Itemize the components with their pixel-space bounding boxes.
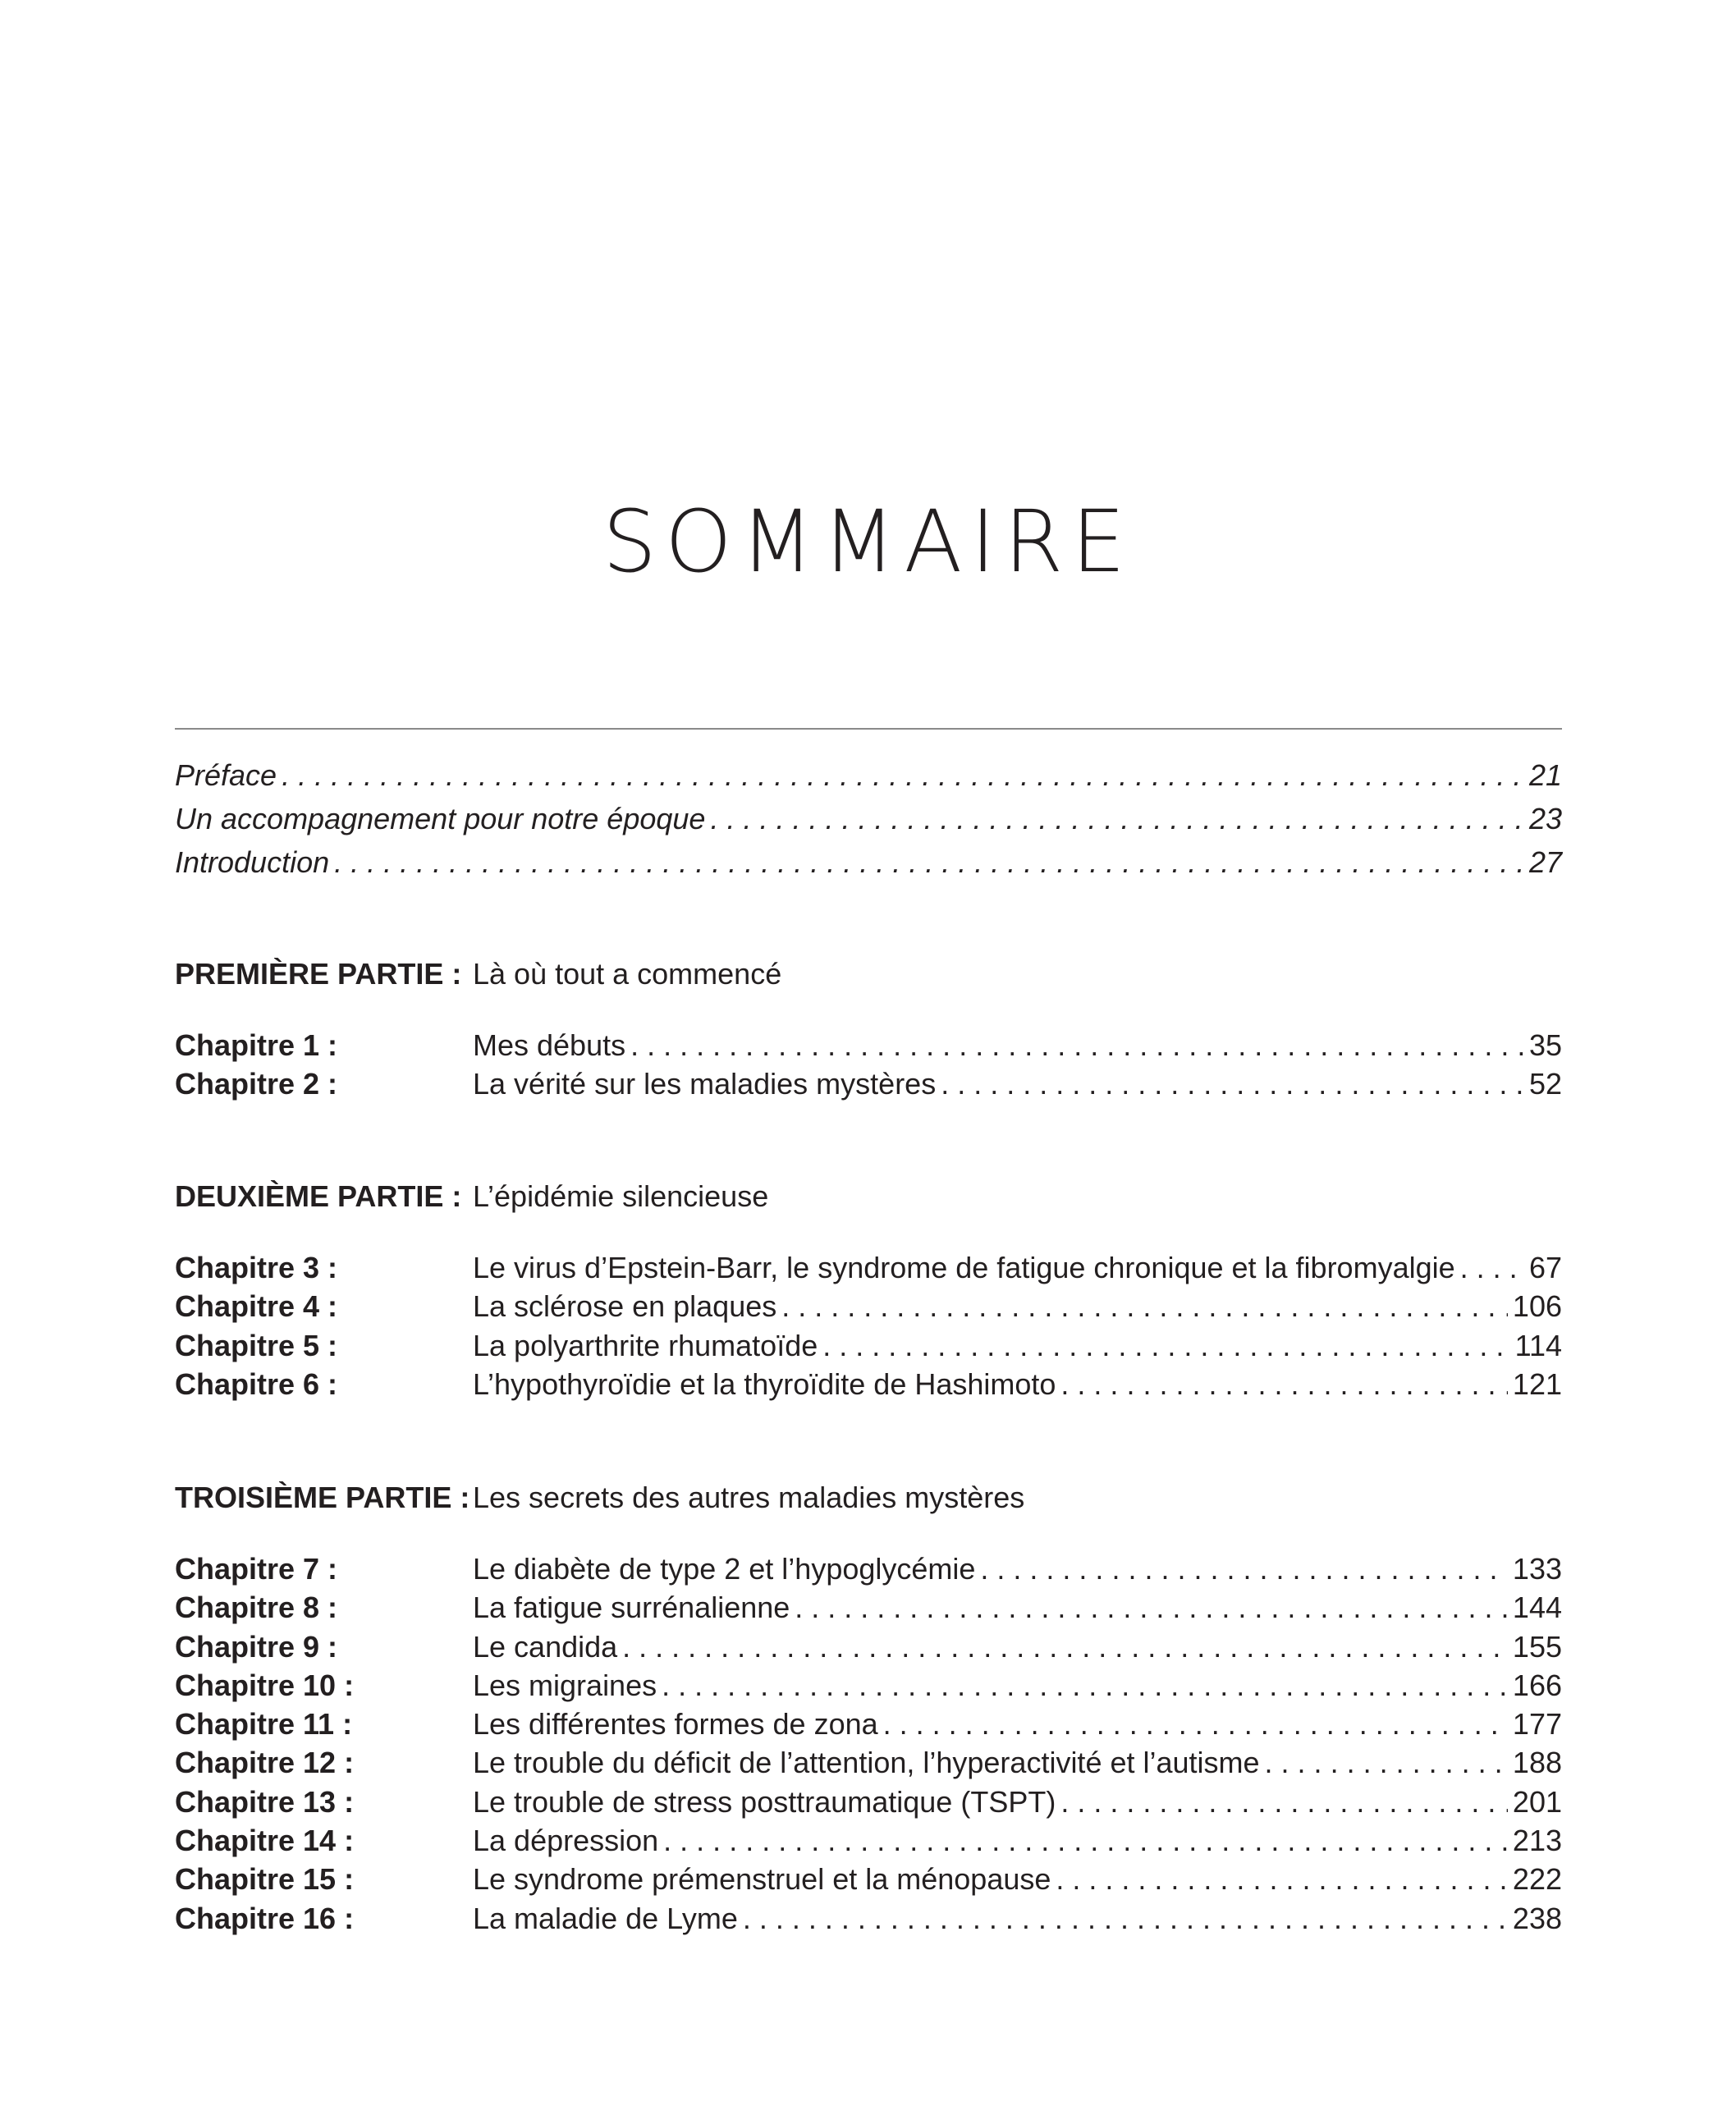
chapter-body	[473, 1588, 1562, 1627]
front-matter-list	[175, 753, 1562, 884]
chapter-body	[473, 1899, 1562, 1938]
chapter-title: Les migraines	[473, 1668, 657, 1702]
dot-leader	[710, 797, 1524, 840]
toc-chapter[interactable]	[175, 1666, 1562, 1705]
dot-leader	[795, 1588, 1508, 1627]
chapter-label: Chapitre 5 :	[175, 1328, 338, 1362]
toc-entry-preface[interactable]	[175, 753, 1562, 797]
page-number: 201	[1512, 1784, 1562, 1819]
dot-leader	[980, 1549, 1508, 1588]
dot-leader	[941, 1064, 1524, 1103]
chapter-body	[473, 1326, 1562, 1365]
toc-chapter[interactable]	[175, 1326, 1562, 1365]
toc-chapter[interactable]	[175, 1549, 1562, 1588]
part-title: L’épidémie silencieuse	[473, 1179, 769, 1213]
toc-chapter[interactable]	[175, 1627, 1562, 1666]
chapter-label: Chapitre 12 :	[175, 1746, 355, 1780]
chapter-title: La polyarthrite rhumatoïde	[473, 1328, 818, 1362]
chapter-list	[175, 1026, 1562, 1104]
page-number: 222	[1512, 1862, 1562, 1897]
part-title: Les secrets des autres maladies mystères	[473, 1481, 1025, 1514]
chapter-label: Chapitre 15 :	[175, 1862, 355, 1897]
toc-chapter[interactable]	[175, 1783, 1562, 1821]
chapter-body	[473, 1666, 1562, 1705]
part-heading	[175, 952, 1562, 996]
page-number: 213	[1512, 1824, 1562, 1858]
chapter-title: La vérité sur les maladies mystères	[473, 1067, 937, 1101]
chapter-body	[473, 1705, 1562, 1743]
part-heading	[175, 1174, 1562, 1218]
toc-chapter[interactable]	[175, 1287, 1562, 1325]
chapter-label: Chapitre 4 :	[175, 1289, 338, 1324]
chapter-label: Chapitre 2 :	[175, 1067, 338, 1101]
chapter-title: Le virus d’Epstein-Barr, le syndrome de fatigue chronique et la fibromyalgie	[473, 1251, 1455, 1284]
dot-leader	[883, 1705, 1508, 1743]
chapter-label: Chapitre 11 :	[175, 1707, 353, 1742]
chapter-label: Chapitre 6 :	[175, 1366, 338, 1401]
dot-leader	[1060, 1365, 1508, 1403]
chapter-title: Le trouble de stress posttraumatique (TSPT)	[473, 1784, 1056, 1819]
dot-leader	[663, 1821, 1508, 1860]
entry-title: Introduction	[175, 845, 330, 879]
entry-title: Un accompagnement pour notre époque	[175, 802, 706, 835]
part-three	[175, 1476, 1562, 1938]
page-number: 238	[1512, 1901, 1562, 1935]
chapter-label: Chapitre 1 :	[175, 1028, 338, 1062]
chapter-body	[473, 1743, 1562, 1782]
page-number: 155	[1512, 1629, 1562, 1664]
entry-title: Préface	[175, 758, 277, 792]
part-label: PREMIÈRE PARTIE :	[175, 957, 462, 991]
chapter-body	[473, 1783, 1562, 1821]
part-heading	[175, 1476, 1562, 1519]
chapter-title: La sclérose en plaques	[473, 1289, 777, 1324]
part-label: TROISIÈME PARTIE :	[175, 1481, 470, 1514]
chapter-body	[473, 1365, 1562, 1403]
page-number: 133	[1512, 1552, 1562, 1586]
toc-chapter[interactable]	[175, 1899, 1562, 1938]
page-number: 114	[1514, 1328, 1562, 1362]
chapter-label: Chapitre 16 :	[175, 1901, 355, 1935]
page-number: 27	[1528, 845, 1562, 879]
chapter-label: Chapitre 9 :	[175, 1629, 338, 1664]
chapter-body	[473, 1860, 1562, 1898]
chapter-body	[473, 1026, 1562, 1064]
divider-rule	[175, 728, 1562, 730]
dot-leader	[1265, 1743, 1508, 1782]
chapter-title: Le diabète de type 2 et l’hypoglycémie	[473, 1552, 976, 1586]
chapter-title: Le candida	[473, 1629, 618, 1664]
chapter-body	[473, 1627, 1562, 1666]
dot-leader	[662, 1666, 1508, 1705]
toc-chapter[interactable]	[175, 1860, 1562, 1898]
chapter-body	[473, 1248, 1562, 1287]
page-number: 177	[1512, 1707, 1562, 1742]
part-two	[175, 1174, 1562, 1403]
dot-leader	[334, 840, 1524, 884]
part-label: DEUXIÈME PARTIE :	[175, 1179, 462, 1213]
toc-chapter[interactable]	[175, 1743, 1562, 1782]
chapter-body	[473, 1287, 1562, 1325]
chapter-list	[175, 1549, 1562, 1938]
dot-leader	[630, 1026, 1524, 1064]
chapter-title: L’hypothyroïdie et la thyroïdite de Hashimoto	[473, 1366, 1056, 1401]
part-title: Là où tout a commencé	[473, 957, 782, 991]
page-number: 188	[1512, 1746, 1562, 1780]
page-number: 106	[1512, 1289, 1562, 1324]
page-number: 23	[1528, 802, 1562, 835]
chapter-title: Le syndrome prémenstruel et la ménopause	[473, 1862, 1051, 1897]
toc-entry-accompagnement[interactable]	[175, 797, 1562, 840]
part-one	[175, 952, 1562, 1104]
chapter-body	[473, 1064, 1562, 1103]
page-number: 21	[1528, 758, 1562, 792]
chapter-label: Chapitre 14 :	[175, 1824, 355, 1858]
chapter-label: Chapitre 13 :	[175, 1784, 355, 1819]
dot-leader	[822, 1326, 1509, 1365]
toc-chapter[interactable]	[175, 1064, 1562, 1103]
chapter-label: Chapitre 10 :	[175, 1668, 355, 1702]
page-number: 121	[1512, 1366, 1562, 1401]
chapter-body	[473, 1549, 1562, 1588]
dot-leader	[622, 1627, 1508, 1666]
page-title: SOMMAIRE	[602, 491, 1134, 592]
chapter-label: Chapitre 7 :	[175, 1552, 338, 1586]
chapter-title: Le trouble du déficit de l’attention, l’hyperactivité et l’autisme	[473, 1746, 1260, 1780]
chapter-label: Chapitre 3 :	[175, 1251, 338, 1284]
chapter-title: La fatigue surrénalienne	[473, 1591, 790, 1625]
dot-leader	[1460, 1248, 1524, 1287]
toc-chapter[interactable]	[175, 1026, 1562, 1064]
chapter-title: La dépression	[473, 1824, 659, 1858]
toc-chapter[interactable]	[175, 1821, 1562, 1860]
page-number: 67	[1528, 1251, 1562, 1284]
chapter-title: La maladie de Lyme	[473, 1901, 738, 1935]
toc-chapter[interactable]	[175, 1365, 1562, 1403]
toc-chapter[interactable]	[175, 1248, 1562, 1287]
dot-leader	[1060, 1783, 1508, 1821]
chapter-title: Les différentes formes de zona	[473, 1707, 878, 1742]
chapter-body	[473, 1821, 1562, 1860]
chapter-list	[175, 1248, 1562, 1403]
page-number: 35	[1528, 1028, 1562, 1062]
toc-chapter[interactable]	[175, 1705, 1562, 1743]
dot-leader	[781, 1287, 1508, 1325]
page-number: 52	[1528, 1067, 1562, 1101]
dot-leader	[743, 1899, 1508, 1938]
chapter-label: Chapitre 8 :	[175, 1591, 338, 1625]
dot-leader	[282, 753, 1524, 797]
dot-leader	[1056, 1860, 1508, 1898]
toc-entry-introduction[interactable]	[175, 840, 1562, 884]
page-number: 166	[1512, 1668, 1562, 1702]
page-number: 144	[1512, 1591, 1562, 1625]
toc-chapter[interactable]	[175, 1588, 1562, 1627]
chapter-title: Mes débuts	[473, 1028, 626, 1062]
